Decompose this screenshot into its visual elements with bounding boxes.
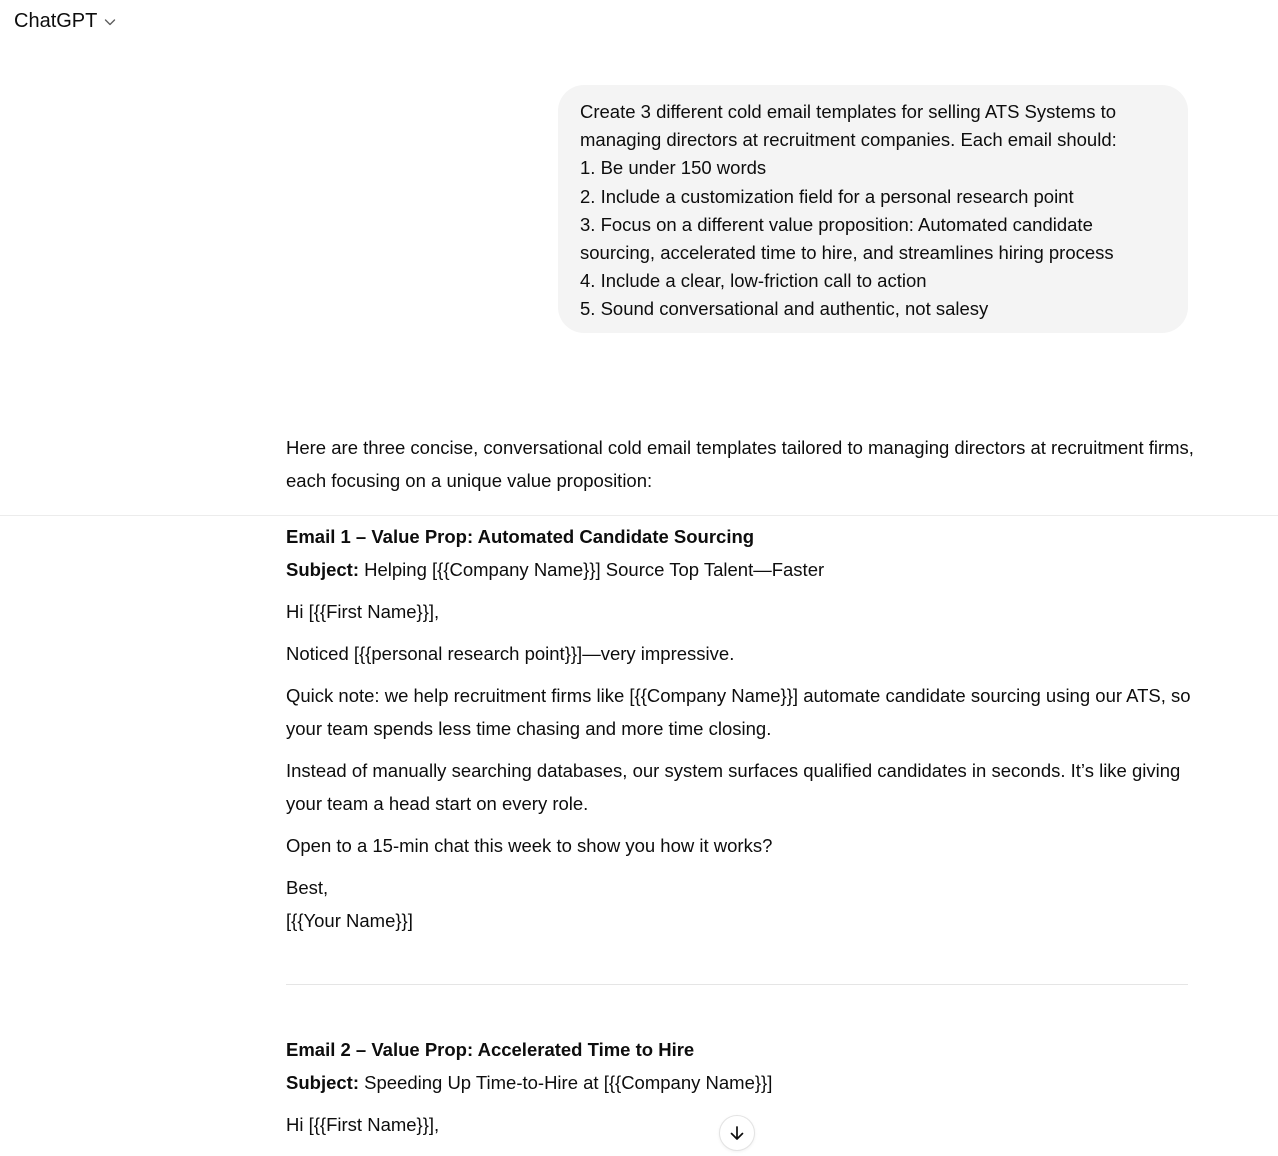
- email-1-body-paragraph: Quick note: we help recruitment firms like [{{Company Name}}] automate candidate sourcing using our ATS, so your team spends less time chasing and more time closing.: [286, 685, 1191, 739]
- email-1-cta: Open to a 15-min chat this week to show you how it works?: [286, 835, 773, 856]
- email-1-body-paragraph: Instead of manually searching databases, our system surfaces qualified candidates in seconds. It’s like giving your team a head start on every role.: [286, 760, 1181, 814]
- user-message-bubble: [558, 85, 1188, 333]
- user-message-line: 1. Be under 150 words: [580, 157, 767, 179]
- subject-label: Subject:: [286, 1072, 359, 1093]
- user-message-line: 4. Include a clear, low-friction call to action: [580, 270, 927, 292]
- email-2-heading: Email 2 – Value Prop: Accelerated Time to Hire: [286, 1039, 695, 1060]
- subject-label: Subject:: [286, 559, 359, 580]
- arrow-down-icon: [728, 1124, 746, 1142]
- user-message-line: managing directors at recruitment companies. Each email should:: [580, 129, 1117, 151]
- email-1-signoff: Best,: [286, 877, 329, 898]
- email-1-greeting: Hi [{{First Name}}],: [286, 601, 440, 622]
- email-1-subject: Helping [{{Company Name}}] Source Top Talent—Faster: [364, 559, 825, 580]
- chevron-down-icon: [103, 15, 117, 29]
- user-message-line: 2. Include a customization field for a personal research point: [580, 185, 1074, 207]
- email-2-subject: Speeding Up Time-to-Hire at [{{Company Name}}]: [364, 1072, 773, 1093]
- model-selector[interactable]: [14, 10, 117, 33]
- user-message-line: Create 3 different cold email templates for selling ATS Systems to: [580, 101, 1117, 122]
- user-message-line: 5. Sound conversational and authentic, not salesy: [580, 298, 989, 320]
- email-2-greeting: Hi [{{First Name}}],: [286, 1114, 440, 1135]
- scroll-to-bottom-button[interactable]: [719, 1115, 755, 1151]
- email-1-heading: Email 1 – Value Prop: Automated Candidate Sourcing: [286, 526, 755, 547]
- section-divider: [286, 984, 1188, 985]
- user-message-line: sourcing, accelerated time to hire, and streamlines hiring process: [580, 242, 1114, 264]
- model-name: ChatGPT: [14, 10, 98, 32]
- full-width-divider: [0, 515, 1278, 516]
- email-1-signature: [{{Your Name}}]: [286, 910, 413, 931]
- email-1-subject-line: [286, 553, 1196, 586]
- email-1-section: [286, 520, 1196, 937]
- response-intro-text: Here are three concise, conversational cold email templates tailored to managing directors at recruitment firms, each focusing on a unique value proposition:: [286, 437, 1194, 491]
- user-message-line: 3. Focus on a different value proposition: Automated candidate: [580, 213, 1093, 235]
- assistant-response-intro: [286, 431, 1196, 497]
- email-2-subject-line: [286, 1066, 1196, 1099]
- email-1-research-point: Noticed [{{personal research point}}]—very impressive.: [286, 643, 735, 664]
